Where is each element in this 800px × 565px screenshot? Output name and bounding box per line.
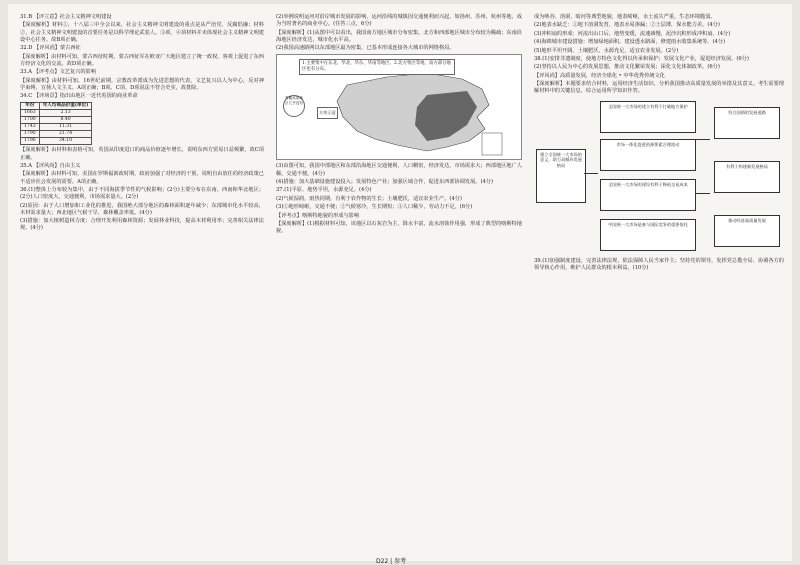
- paragraph: (2)我国高速路网以东部地区最为密集，已基本形成连接各大城市的网络格局。: [276, 45, 455, 52]
- paragraph: 【深度解析】由材料可知，美国在罗斯福新政时期，政府加强了对经济的干预，说明自由放任的经济政策已不适应社会发展的需要。A项正确。: [20, 171, 264, 185]
- paragraph: 【深度解析】由材料可知，蒙古西征时期，蒙古西征军在欧亚广大地区建立了统一政权，客观上促进了东西方经济文化的交流。故D项正确。: [20, 53, 264, 67]
- paragraph: 【评风尚】高质量发展，经济全球化 • 中华优秀传统文化: [534, 72, 665, 79]
- paragraph: 【深度解析】由材料可知，16世纪前期，宗教改革派成为先进思想的代表，文艺复兴以人为中心，反对神学束缚，宣扬人文主义。A项正确；B项、C项、D项说法不符合史实，故排除。: [20, 77, 264, 91]
- paragraph: 35.A 【评风尚】自由主义: [20, 162, 81, 169]
- concept-box-right-2: 有利于构建新发展格局: [714, 161, 780, 193]
- paragraph: 【评考点】喀斯特地貌的形成与影响: [276, 212, 360, 219]
- paragraph: (2)原因：由于人口增加和工业化的推进，我国绝大部分地区的森林面积逐年减少；东部城市化水平较高，木材需求量大；西北地区气候干旱，森林覆盖率低。(4分): [20, 202, 264, 216]
- paragraph: 成为峡谷、溶洞、暗河等典型地貌，地表崎岖，水土流失严重，生态环境脆弱。: [534, 14, 716, 20]
- paragraph: (2)气候湿润，雨热同期，有利于农作物的生长；土壤肥沃，适宜农业生产。(4分): [276, 195, 462, 202]
- map-figure: [276, 54, 522, 160]
- paragraph: 37.(1)平原、地势平坦，水源充足。(4分): [276, 187, 372, 194]
- paragraph: (4)措施：加大基础设施建设投入；发展特色产业；加强区域合作，促进东西部协调发展。(4分): [276, 178, 494, 185]
- paragraph: 【深度解析】(1)从图中可以看出，我国南方地区城市分布密集，北方和西部地区城市分布较为稀疏；东南沿海地区经济发达，城市化水平高。: [276, 29, 522, 43]
- paragraph: 【深度解析】(1)根据材料可知，该地区以石灰岩为主，降水丰富，流水溶蚀作用强，形成了典型的喀斯特地貌。: [276, 220, 522, 235]
- connector: [584, 173, 598, 174]
- paragraph: 36.(1)整体上分布较为集中，由于不同海拔季节性的气候影响；(2分)主要分布在东南、西南和华北地区；(2分)人口密度大，交通便利，市场需求量大。(2分): [20, 186, 264, 201]
- concept-box-mid-3: 全国统一大市场的建设有利于降低交易成本: [600, 179, 696, 211]
- paragraph: (2)坚持以人民为中心的发展思想，推动文化繁荣发展；深化文化体制改革。(6分): [534, 64, 720, 71]
- paragraph: (3)冲积扇的形成：河流出山口后，地势变缓，流速减慢，泥沙沉积形成冲积扇。(4分): [534, 30, 731, 37]
- map-legend: 青藏高原地区几乎没有: [283, 95, 305, 117]
- paragraph: (2)地表水缺乏：①地下溶洞发育，地表水易渗漏；②土层薄，保水能力差。(4分): [534, 22, 720, 29]
- column-left: [20, 14, 264, 234]
- paragraph: 【深度解析】由材料和表格可知，英国从印度进口的商品价值逐年增长，说明东西方贸易日益频繁，故C项正确。: [20, 147, 264, 161]
- paragraph: 33.A 【评考点】文艺复兴的影响: [20, 69, 96, 76]
- paragraph: (2)举例说明运河对沿岸城市发展的影响，运河沿线的城镇因交通便利而兴起，如扬州、苏州、杭州等地，成为当时著名的商业中心。(任答三点，6分): [276, 14, 522, 28]
- answer-page: [8, 4, 792, 565]
- concept-box-right-1: 符合国情的发展道路: [714, 107, 780, 139]
- page-footer: D22 | 参考: [376, 558, 407, 565]
- paragraph: 38.(1)安排非遗制度，使地方特色文化得以传承和保护；发展文化产业，促进经济发展。(6分): [534, 55, 749, 62]
- paragraph: 32.D 【评风尚】蒙古西征: [20, 45, 81, 52]
- concept-box-right-3: 推动经济高质量发展: [714, 215, 780, 247]
- column-right: [534, 14, 784, 273]
- concept-box-mid-4: 中国统一大市场是参与国际竞争的重要依托: [600, 219, 696, 251]
- connector: [696, 139, 710, 140]
- connector: [696, 193, 710, 194]
- map-caption: 1.主要集中在东北、华北、华东、华南等地区。2.北方牧区等地，南方部分地区也有分布。: [299, 59, 455, 74]
- concept-box-mid-2: 市场一体化促进资源要素合理流动: [600, 139, 696, 171]
- concept-box-mid-1: 全国统一大市场的建立有利于打破地方保护: [600, 101, 696, 133]
- paragraph: 34.C 【评场景】指出由地区一近代英国的商业革命: [20, 93, 138, 100]
- paragraph: 31.B 【评立意】社会主义精神文明建设: [20, 14, 112, 20]
- paragraph: 39.(1)加强制度建设，完善法律法规，依法保障人民当家作主；坚持党的领导，发挥党总揽全局、协调各方的领导核心作用，维护人民群众的根本利益。(10分): [534, 257, 784, 271]
- paragraph: 【深度解析】本题要求结合材料，运用经济生活知识，分析我国推动高质量发展的举措及其意义。考生需要理解材料中的关键信息，综合运用所学知识作答。: [534, 81, 784, 95]
- paragraph: (3)①地形崎岖，交通不便；②气候寒冷，生长期短；③人口稀少，劳动力不足。(6分): [276, 204, 473, 211]
- trade-table: 年份 年人均商品价值(单位) 1663 2.13 1700 8.40 1743 11.31 1790 21.74 1796 34.10: [20, 102, 92, 145]
- map-label: 方块示意: [317, 107, 338, 118]
- paragraph: (5)地形平坦开阔，土壤肥沃，水源充足，适宜农业发展。(2分): [534, 47, 679, 54]
- paragraph: (4)海绵城市建设措施：增加绿地面积，建设透水路面，修建雨水收集系统等。(4分): [534, 39, 726, 46]
- paragraph: (3)措施：加大植树造林力度；合理开发利用森林资源；发展林业科技，提高木材利用率；完善相关法律法规。(4分): [20, 218, 264, 232]
- paragraph: (3)由图可知，我国中部地区和东部沿海地区交通便利，人口稠密，经济发达，市场需求大；西部地区地广人稀，交通不便。(4分): [276, 163, 522, 177]
- column-middle: [276, 14, 522, 237]
- paragraph: 【深度解析】材料①，十八届三中全会以来，社会主义精神文明建设的重点是从严治党、反腐倡廉；材料②，社会主义精神文明建设的首要任务是以科学理论武装人。③项、④项材料并未体现社会主义精神文明建设中心任务。故B项正确。: [20, 22, 264, 43]
- concept-diagram: [534, 99, 784, 255]
- concept-box-left: 建立全国统一大市场的意义，助力双循环发展格局: [536, 149, 586, 203]
